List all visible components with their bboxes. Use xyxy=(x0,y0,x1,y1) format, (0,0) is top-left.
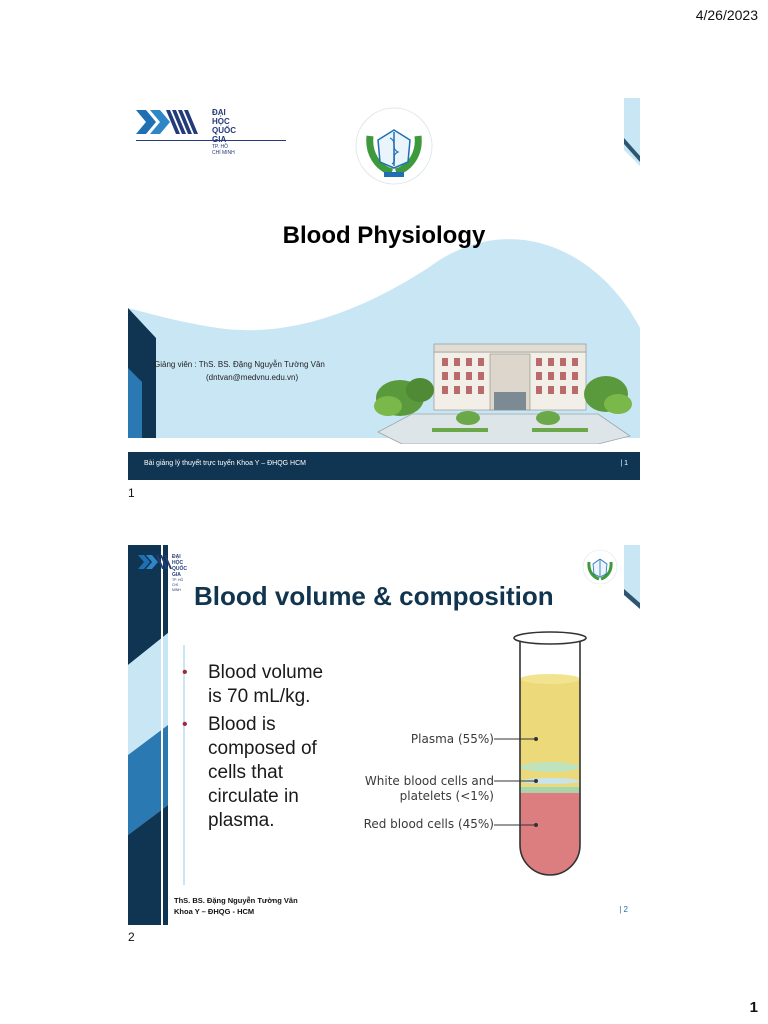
campus-building-illustration xyxy=(372,332,634,444)
logo-line-2: QUỐC GIA xyxy=(172,566,187,578)
university-logo xyxy=(136,106,236,156)
university-logo xyxy=(138,553,187,592)
bullet-list xyxy=(182,661,342,837)
slide-1-caption-number: 1 xyxy=(128,486,135,500)
slide-2-thumbnail xyxy=(128,545,640,925)
buffy-coat-layer xyxy=(514,787,586,793)
bullet-item: • Blood volume is 70 mL/kg. xyxy=(182,661,342,709)
slide-title: Blood volume & composition xyxy=(194,581,554,611)
bullet-item: • Blood is composed of cells that circulate in plasma. xyxy=(182,713,342,833)
lecturer-email: (dntvan@medvnu.edu.vn) xyxy=(206,373,299,382)
blood-test-tube-diagram xyxy=(354,629,594,879)
wbc-label-line-2: platelets (<1%) xyxy=(399,789,494,803)
author-credit xyxy=(174,895,298,917)
author-line-2: Khoa Y – ĐHQG - HCM xyxy=(174,907,255,916)
page-number: 1 xyxy=(749,999,758,1016)
logo-line-2: QUỐC xyxy=(212,126,236,135)
author-line-1: ThS. BS. Đặng Nguyễn Tường Vân xyxy=(174,896,298,905)
medical-school-seal xyxy=(582,549,618,585)
logo-line-1: ĐẠI HỌC xyxy=(172,554,184,566)
plasma-label: Plasma (55%) xyxy=(410,732,494,746)
wbc-label-line-1: White blood cells and xyxy=(364,774,494,788)
slide-2-caption-number: 2 xyxy=(128,930,135,944)
medical-school-seal xyxy=(354,106,434,186)
slide-number: | 1 xyxy=(620,460,628,467)
print-date: 4/26/2023 xyxy=(695,7,758,23)
logo-line-1: ĐẠI HỌC xyxy=(212,108,230,126)
lecturer-name: Giảng viên : ThS. BS. Đặng Nguyễn Tường Vân xyxy=(154,360,325,369)
wbc-platelets-label xyxy=(354,774,494,804)
slide-title: Blood Physiology xyxy=(282,222,486,249)
slide-footer-bar xyxy=(128,452,640,480)
red-cells-label: Red blood cells (45%) xyxy=(363,817,494,831)
red-cells-layer xyxy=(514,793,586,879)
logo-line-3: TP. HỒ CHÍ MINH xyxy=(212,144,235,156)
slide-number: | 2 xyxy=(619,905,628,914)
university-logo-mark xyxy=(136,106,210,138)
slide-1-thumbnail xyxy=(128,98,640,480)
slide-footer-text: Bài giảng lý thuyết trực tuyến Khoa Y – ĐHQG HCM xyxy=(144,460,307,467)
logo-line-3: TP. HỒ CHÍ MINH xyxy=(172,578,184,592)
